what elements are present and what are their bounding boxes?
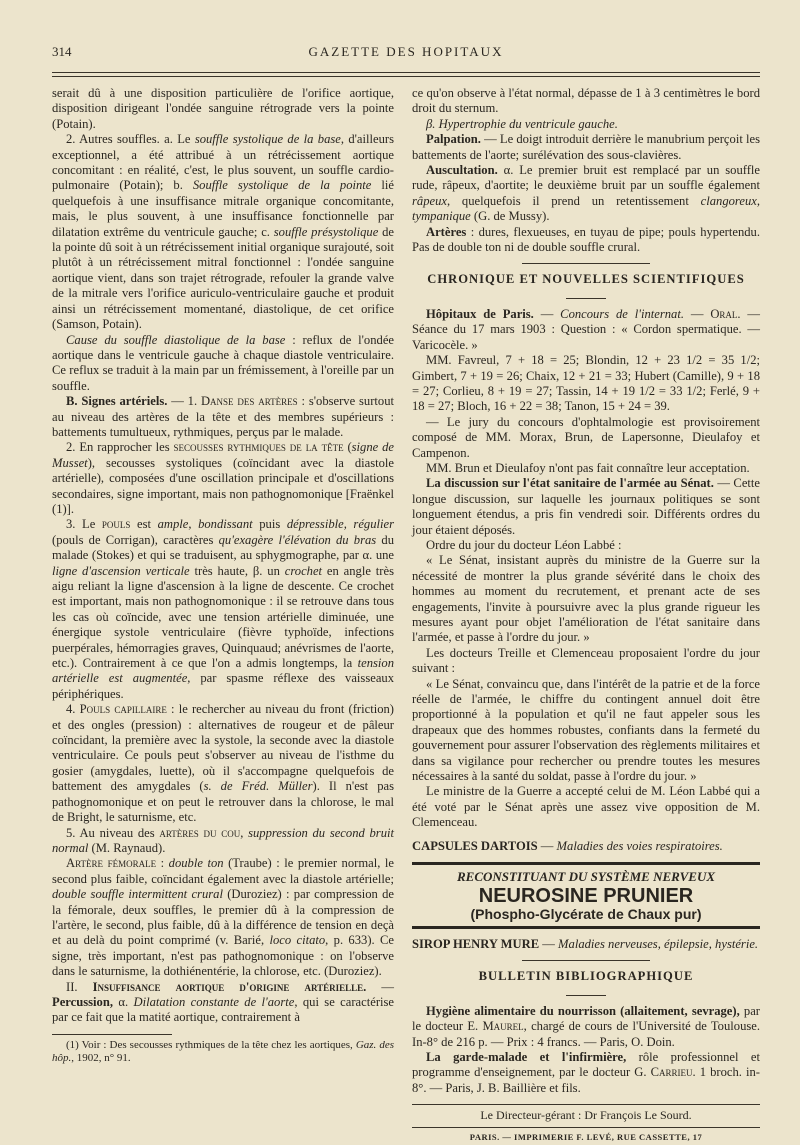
printer-line: PARIS. — IMPRIMERIE F. LEVÉ, RUE CASSETTE, 17 (469, 1131, 703, 1142)
paragraph: — Le jury du concours d'ophtalmologie est provisoirement composé de MM. Morax, Brun, de Lapersonne, Dieulafoy et Campenon. (412, 414, 760, 460)
paragraph: Cause du souffle diastolique de la base : reflux de l'ondée aortique dans le ventricule gauche à chaque diastole ventriculaire. Ce reflux se traduit à la main par un frémissement, à l'oreille par un souffle. (52, 332, 395, 393)
paragraph: 2. Autres souffles. a. Le souffle systolique de la base, d'ailleurs exceptionnel, a été attribué à un rétrécissement aortique concomitant : en réalité, c'est, le plus souvent, un souffle cardio-pulmonaire (Potain); b. Souffle systolique de la pointe lié quelquefois à une insuffisance mitrale organique concomitante, mais, le plus souvent, à une insuffisance fonctionnelle par dilatation extrême du ventricule gauche; c. souffle présystolique de la pointe dû soit à un rétrécissement initial organique surajouté, soit plutôt à un rétrécissement mitral fonctionnel : l'ondée sanguine aortique vient, dans son trajet rétrograde, refouler la grande valve de la mitrale vers l'orifice auriculo-ventriculaire gauche et produit ainsi un rétrécissement momentané, diastolique, de cet orifice (Samson, Potain). (52, 132, 394, 332)
paragraph: Ordre du jour du docteur Léon Labbé : (426, 537, 622, 552)
paragraph: Artère fémorale : double ton (Traube) : le premier normal, le second plus faible, coïncidant également avec la diastole artérielle; double souffle intermittent crural (Duroziez) : par compression de la fémorale, deux souffles, le premier dû à la compression de l'artère, le second, plus faible, dû à la différence de tension en deçà et au delà du point comprimé (v. Barié, loco citato, p. 633). Ce signe, très important, n'est pas pathognomonique : on l'observe dans le saturnisme, la dothiénentérie, la chlorose, etc. (Duroziez). (52, 856, 394, 979)
right-column (412, 86, 760, 1145)
paragraph: Artères : dures, flexueuses, en tuyau de pipe; pouls hypertendu. Pas de double ton ni de double souffle crural. (412, 224, 760, 255)
paragraph: 2. En rapprocher les secousses rythmiques de la tête (signe de Musset), secousses systoliques (coïncidant avec la diastole artérielle), composées d'une oscillation principale et d'oscillations secondaires, signe important, mais non pathognomonique [Fraënkel (1)]. (52, 440, 395, 516)
paragraph: Auscultation. α. Le premier bruit est remplacé par un souffle rude, râpeux, d'aortite; le deuxième bruit par un souffle également râpeux, quelquefois il prend un retentissement clangoreux, tympanique (G. de Mussy). (412, 163, 760, 224)
paragraph: β. Hypertrophie du ventricule gauche. (426, 116, 618, 131)
paragraph: serait dû à une disposition particulière de l'orifice aortique, disposition dirigeant l'ondée sanguine rétrograde vers la pointe (Potain). (52, 86, 394, 131)
paragraph: ce qu'on observe à l'état normal, dépasse de 1 à 3 centimètres le bord droit du sternum. (412, 86, 760, 116)
paragraph: II. Insuffisance aortique d'origine artérielle. — Percussion, α. Dilatation constante de l'aorte, qui se caractérise par ce fait que la matité aortique, contrairement à (52, 979, 395, 1025)
section-title-chronique: CHRONIQUE ET NOUVELLES SCIENTIFIQUES (427, 272, 745, 287)
page-number: 314 (52, 44, 72, 59)
left-column (52, 86, 394, 1065)
paragraph: MM. Favreul, 7 + 18 = 25; Blondin, 12 + 23 1/2 = 35 1/2; Gimbert, 7 + 19 = 26; Chaix, 12 + 21 = 33; Hubert (Camille), 9 + 18 = 27; Corlieu, 8 + 19 = 27; Tassin, 14 + 19 1/2 = 33 1/2; Ferlé, 9 + 18 = 27; Bloch, 16 + 22 = 38; Tanon, 15 + 24 = 39. (412, 353, 760, 414)
advert-sirop: SIROP HENRY MURE — Maladies nerveuses, épilepsie, hystérie. (412, 936, 759, 951)
advert-neurosine (412, 862, 760, 929)
advert-neurosine-desc: (Phospho-Glycérate de Chaux pur) (470, 905, 702, 922)
paragraph: La discussion sur l'état sanitaire de l'armée au Sénat. — Cette longue discussion, sur laquelle les journaux politiques se sont longuement étendus, a pris fin vendredi soir. Différents ordres du jour étaient déposés. (412, 476, 760, 537)
separator (412, 263, 760, 264)
advert-capsules: CAPSULES DARTOIS — Maladies des voies respiratoires. (412, 838, 723, 853)
director-line: Le Directeur-gérant : Dr François Le Sourd. (412, 1104, 760, 1127)
paragraph: La garde-malade et l'infirmière, rôle professionnel et programme d'enseignement, par le docteur G. Carrieu. 1 broch. in-8°. — Paris, J. B. Baillière et fils. (412, 1049, 761, 1095)
paragraph: Le ministre de la Guerre a accepté celui de M. Léon Labbé qui a été voté par le Sénat après une assez vive opposition de M. Clemenceau. (412, 784, 760, 830)
advert-neurosine-name: NEUROSINE PRUNIER (478, 884, 694, 907)
paragraph: 4. Pouls capillaire : le rechercher au niveau du front (friction) et des ongles (pression) : alternatives de rougeur et de pâleur coïncidant, la première avec la systole, la seconde avec la diastole ventriculaire. Ce pouls peut s'observer au niveau de l'isthme du gosier (amygdales, luette), où il s'accompagne quelquefois de battement des amygdales (s. de Fréd. Müller). Il n'est pas pathognomonique et on peut le retrouver dans la chlorose, le mal de Bright, le saturnisme, etc. (52, 702, 394, 825)
paragraph: Hôpitaux de Paris. — Concours de l'internat. — Oral. — Séance du 17 mars 1903 : Question : « Cordon spermatique. — Varicocèle. » (412, 306, 761, 352)
paragraph: « Le Sénat, insistant auprès du ministre de la Guerre sur la nécessité de montrer la plus grande sévérité dans le choix des hommes au moment du recrutement, et prenant acte de ses engagements, l'invite à poursuivre avec la plus grande rigueur les mesures ayant pour objet l'amélioration de l'état sanitaire dans l'armée, et passe à l'ordre du jour. » (412, 553, 760, 645)
paragraph: Les docteurs Treille et Clemenceau proposaient l'ordre du jour suivant : (412, 645, 760, 676)
journal-title: GAZETTE DES HOPITAUX (308, 44, 504, 59)
footnote-rule (52, 1034, 172, 1035)
paragraph: 5. Au niveau des artères du cou, suppression du second bruit normal (M. Raynaud). (52, 825, 394, 855)
paragraph: Hygiène alimentaire du nourrisson (allaitement, sevrage), par le docteur E. Maurel, chargé de cours de l'Université de Toulouse. In-8° de 216 p. — Prix : 4 francs. — Paris, O. Doin. (412, 1003, 761, 1049)
section-title-bulletin: BULLETIN BIBLIOGRAPHIQUE (478, 969, 694, 984)
paragraph: B. Signes artériels. — 1. Danse des artères : s'observe surtout au niveau des artères de la tête et des membres supérieurs : battements tumultueux, rythmiques, perçus par le malade. (52, 394, 395, 439)
separator (412, 960, 760, 961)
section-rule (566, 298, 606, 299)
section-rule (566, 995, 606, 996)
paragraph: « Le Sénat, convaincu que, dans l'intérêt de la patrie et de la force réelle de l'armée, le chiffre du contingent annuel doit être proportionné à la population et qu'il ne faut appeler sous les drapeaux que des hommes robustes, confiants dans la fermeté du gouvernement pour assurer l'observation des règlements militaires et dans sa vigilance pour rechercher ou prendre toutes les mesures nécessaires à la santé du soldat, passe à l'ordre du jour. » (412, 676, 760, 784)
header-rule (52, 72, 760, 73)
footnote: (1) Voir : Des secousses rythmiques de la tête chez les aortiques, Gaz. des hôp., 1902, n° 91. (52, 1038, 394, 1064)
advert-neurosine-tagline: RECONSTITUANT DU SYSTÈME NERVEUX (456, 869, 715, 885)
paragraph: Palpation. — Le doigt introduit derrière le manubrium perçoit les battements de l'aorte; surélévation des sous-clavières. (412, 132, 760, 162)
page-header (52, 44, 760, 64)
paragraph: MM. Brun et Dieulafoy n'ont pas fait connaître leur acceptation. (426, 460, 750, 475)
paragraph: 3. Le pouls est ample, bondissant puis dépressible, régulier (pouls de Corrigan), caractères qu'exagère l'élévation du bras du malade (Stokes) et qui se traduisent, au sphygmographe, par α. une ligne d'ascension verticale très haute, β. un crochet en angle très aigu reliant la ligne d'ascension à la ligne de descente. Ce crochet est important, mais non pathognomonique : il se retrouve dans tous les cas où coïncide, avec une tension artérielle diminuée, une énergique systole ventriculaire (fièvre typhoïde, infections puerpérales, hémorragies graves, Quinquaud; anévrismes de l'aorte, etc.). Contrairement à ce que l'on a admis longtemps, la tension artérielle est augmentée, par spasme réflexe des vaisseaux périphériques. (52, 517, 395, 701)
header-rule-2 (52, 76, 760, 77)
